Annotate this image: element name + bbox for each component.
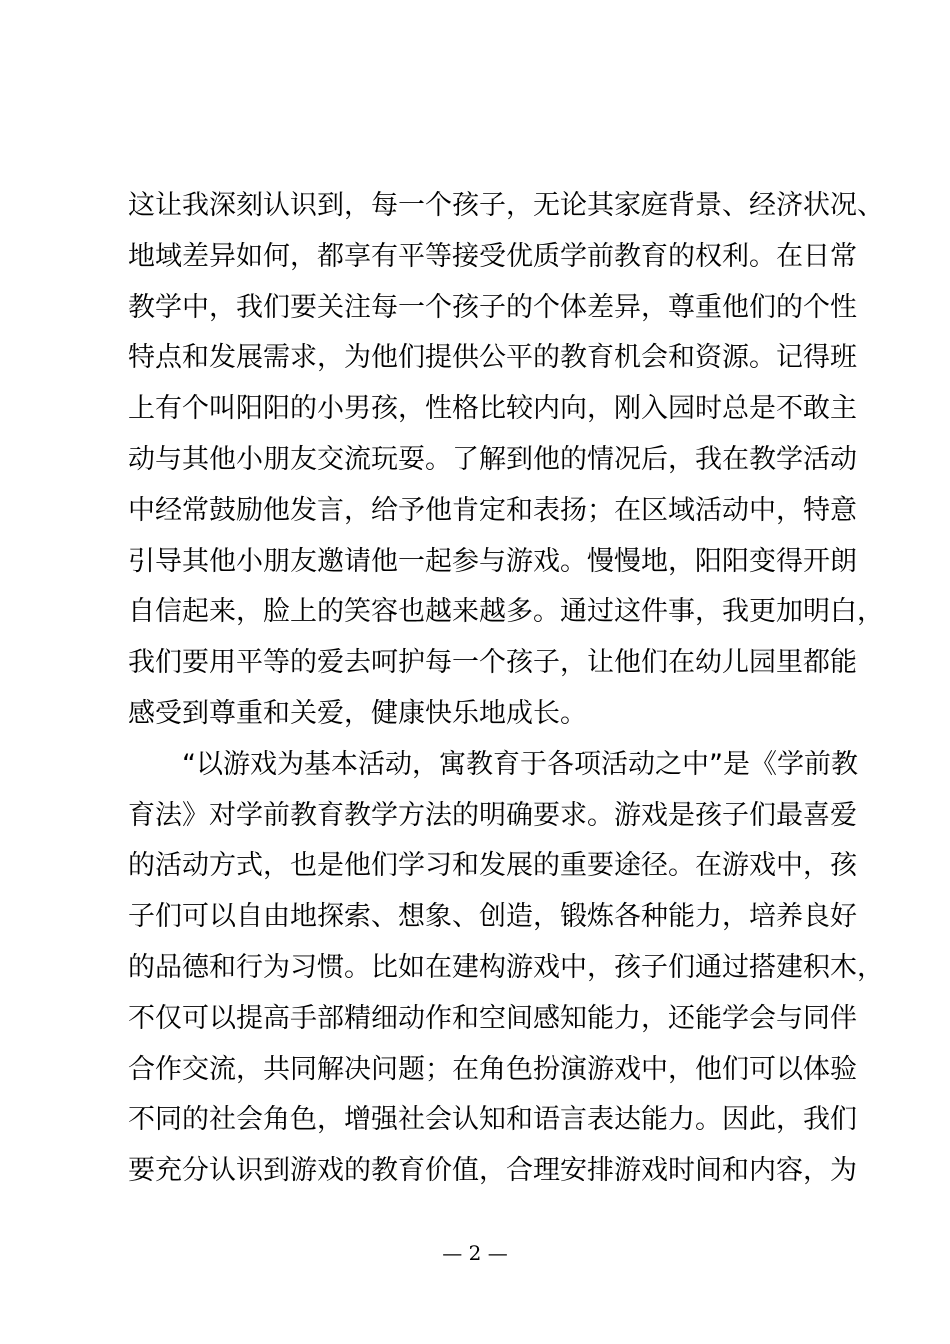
page-number: — 2 — [442, 1241, 508, 1265]
body-text [128, 181, 884, 1197]
text-line: 教学中，我们要关注每一个孩子的个体差异，尊重他们的个性 [128, 291, 857, 323]
text-line: 动与其他小朋友交流玩耍。了解到他的情况后，我在教学活动 [128, 443, 857, 475]
text-line: 子们可以自由地探索、想象、创造，锻炼各种能力，培养良好 [128, 901, 857, 933]
text-line: 引导其他小朋友邀请他一起参与游戏。慢慢地，阳阳变得开朗 [128, 545, 857, 577]
text-line: 自信起来，脸上的笑容也越来越多。通过这件事，我更加明白， [128, 596, 884, 628]
text-line: 地域差异如何，都享有平等接受优质学前教育的权利。在日常 [128, 240, 857, 272]
paragraph-2 [128, 740, 884, 1197]
text-line: 感受到尊重和关爱，健康快乐地成长。 [128, 697, 587, 729]
text-line: 育法》对学前教育教学方法的明确要求。游戏是孩子们最喜爱 [128, 799, 857, 831]
paragraph-1 [128, 181, 884, 740]
text-line: 的品德和行为习惯。比如在建构游戏中，孩子们通过搭建积木， [128, 951, 884, 983]
text-line: 合作交流，共同解决问题；在角色扮演游戏中，他们可以体验 [128, 1053, 857, 1085]
text-line: 要充分认识到游戏的教育价值，合理安排游戏时间和内容，为 [128, 1155, 857, 1187]
text-line: 我们要用平等的爱去呵护每一个孩子，让他们在幼儿园里都能 [128, 647, 857, 679]
text-line: 特点和发展需求，为他们提供公平的教育机会和资源。记得班 [128, 342, 857, 374]
text-line: 上有个叫阳阳的小男孩，性格比较内向，刚入园时总是不敢主 [128, 393, 857, 425]
text-line-indented: “以游戏为基本活动，寓教育于各项活动之中”是《学前教 [182, 748, 858, 780]
text-line: 不同的社会角色，增强社会认知和语言表达能力。因此，我们 [128, 1104, 857, 1136]
text-line: 这让我深刻认识到，每一个孩子，无论其家庭背景、经济状况、 [128, 190, 884, 221]
text-line: 中经常鼓励他发言，给予他肯定和表扬；在区域活动中，特意 [128, 494, 857, 526]
text-line: 的活动方式，也是他们学习和发展的重要途径。在游戏中，孩 [128, 850, 857, 882]
text-line: 不仅可以提高手部精细动作和空间感知能力，还能学会与同伴 [128, 1002, 857, 1034]
